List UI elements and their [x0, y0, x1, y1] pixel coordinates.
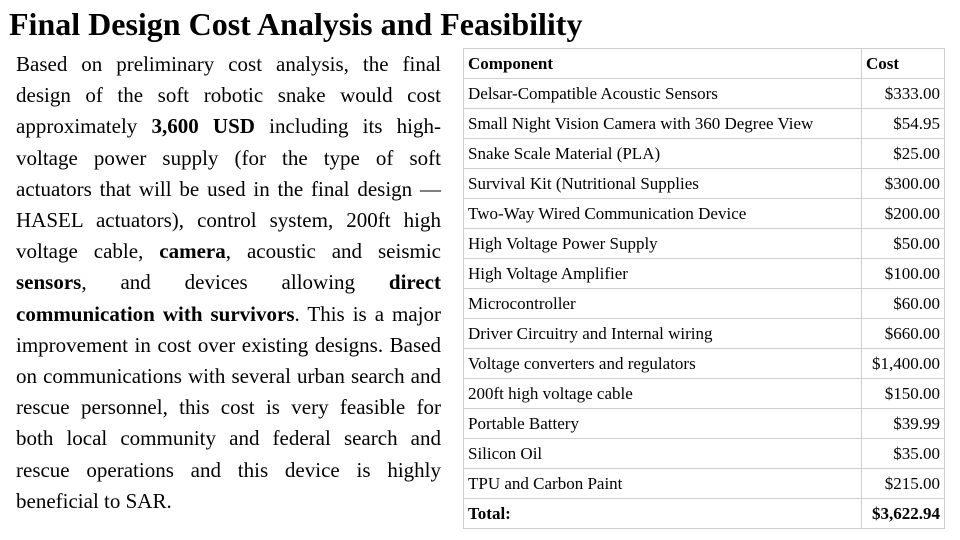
- component-cell: Voltage converters and regulators: [464, 349, 862, 379]
- table-row: [464, 469, 945, 499]
- total-cost-value: $3,622.94: [862, 499, 945, 529]
- table-row: [464, 259, 945, 289]
- cost-cell: $150.00: [862, 379, 945, 409]
- column-header-cost: Cost: [862, 49, 945, 79]
- component-cell: Driver Circuitry and Internal wiring: [464, 319, 862, 349]
- paragraph-text-1: Based on preliminary cost analysis, the final design of the soft robotic snake would cost approximately: [16, 52, 441, 139]
- table-row: [464, 229, 945, 259]
- column-header-component: Component: [464, 49, 862, 79]
- component-cell: Small Night Vision Camera with 360 Degree View: [464, 109, 862, 139]
- cost-cell: $1,400.00: [862, 349, 945, 379]
- component-cell: Snake Scale Material (PLA): [464, 139, 862, 169]
- cost-cell: $54.95: [862, 109, 945, 139]
- total-label: Total:: [464, 499, 862, 529]
- sensors-highlight: sensors: [16, 270, 82, 295]
- cost-cell: $39.99: [862, 409, 945, 439]
- cost-table: [463, 48, 945, 529]
- paragraph-text-3: , acoustic and seismic: [225, 239, 441, 264]
- cost-summary-paragraph: [16, 49, 441, 517]
- cost-cell: $200.00: [862, 199, 945, 229]
- table-row: [464, 439, 945, 469]
- component-cell: Microcontroller: [464, 289, 862, 319]
- table-row: [464, 109, 945, 139]
- cost-cell: $100.00: [862, 259, 945, 289]
- table-row: [464, 319, 945, 349]
- component-cell: Delsar-Compatible Acoustic Sensors: [464, 79, 862, 109]
- camera-highlight: camera: [159, 239, 226, 264]
- table-row: [464, 199, 945, 229]
- direct-communication-highlight: direct communication with survivors: [16, 270, 441, 326]
- component-cell: Two-Way Wired Communication Device: [464, 199, 862, 229]
- table-row: [464, 139, 945, 169]
- component-cell: TPU and Carbon Paint: [464, 469, 862, 499]
- component-cell: Silicon Oil: [464, 439, 862, 469]
- table-row: [464, 169, 945, 199]
- table-row: [464, 289, 945, 319]
- cost-cell: $35.00: [862, 439, 945, 469]
- table-row: [464, 379, 945, 409]
- component-cell: Survival Kit (Nutritional Supplies: [464, 169, 862, 199]
- cost-cell: $25.00: [862, 139, 945, 169]
- table-row: [464, 409, 945, 439]
- cost-cell: $50.00: [862, 229, 945, 259]
- slide-title: Final Design Cost Analysis and Feasibility: [9, 6, 583, 42]
- table-header-row: [464, 49, 945, 79]
- component-cell: Portable Battery: [464, 409, 862, 439]
- cost-cell: $215.00: [862, 469, 945, 499]
- component-cell: High Voltage Power Supply: [464, 229, 862, 259]
- table-row: [464, 79, 945, 109]
- paragraph-text-2: including its high-voltage power supply (for the type of soft actuators that will be used in the final design — HASEL actuators), control system, 200ft high voltage cable,: [16, 114, 441, 264]
- cost-cell: $333.00: [862, 79, 945, 109]
- cost-cell: $660.00: [862, 319, 945, 349]
- total-row: [464, 499, 945, 529]
- paragraph-text-4: , and devices allowing: [81, 270, 389, 295]
- table-row: [464, 349, 945, 379]
- cost-cell: $60.00: [862, 289, 945, 319]
- paragraph-text-5: . This is a major improvement in cost over existing designs. Based on communications with several urban search and rescue personnel, this cost is very feasible for both local community and federal search and rescue operations and this device is highly beneficial to SAR.: [16, 301, 442, 513]
- component-cell: 200ft high voltage cable: [464, 379, 862, 409]
- component-cell: High Voltage Amplifier: [464, 259, 862, 289]
- total-cost-highlight: 3,600 USD: [151, 114, 255, 139]
- cost-cell: $300.00: [862, 169, 945, 199]
